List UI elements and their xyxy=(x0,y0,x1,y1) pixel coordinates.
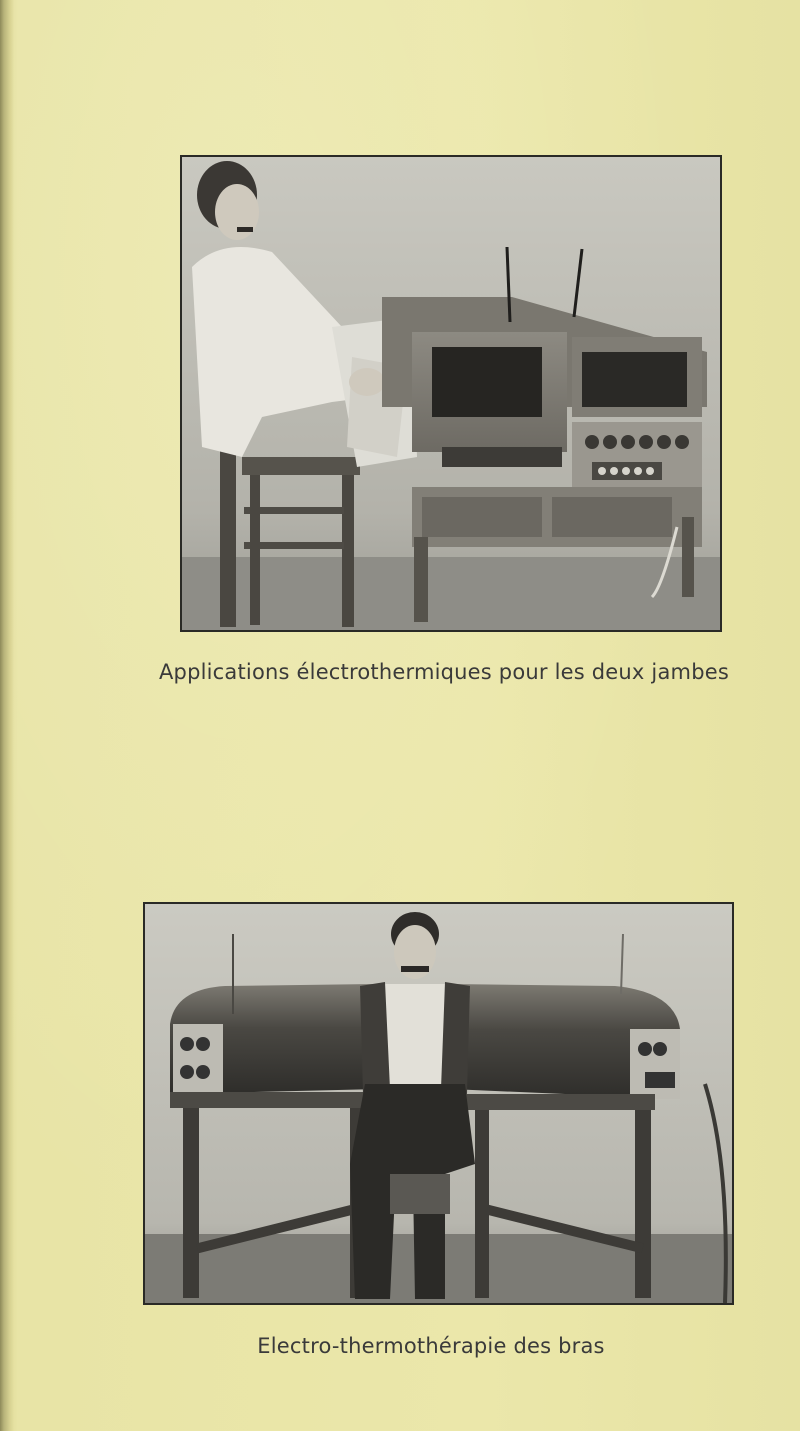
page-spine-edge xyxy=(0,0,14,1431)
caption-arm-treatment: Electro-thermothérapie des bras xyxy=(257,1334,605,1358)
photo-arm-treatment-image xyxy=(145,904,732,1303)
photo-leg-treatment xyxy=(180,155,722,632)
caption-leg-treatment: Applications électrothermiques pour les deux jambes xyxy=(158,660,729,684)
photo-leg-treatment-image xyxy=(182,157,720,630)
photo-arm-treatment xyxy=(143,902,734,1305)
